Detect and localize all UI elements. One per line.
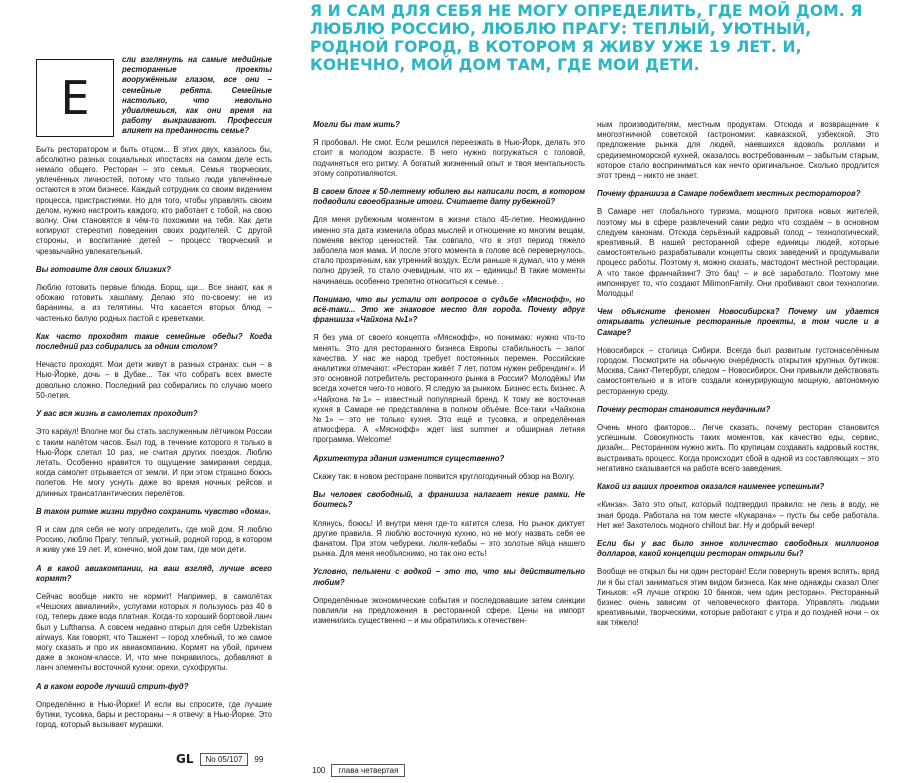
column-2	[313, 120, 585, 634]
answer: Это караул! Вполне мог бы стать заслуженным лётчиком России с таким налётом часов. Был год, в течение которого я только в Нью-Йорк слетал 10 раз, не считая других поездок. Люблю летать. Особенно нравится то ощущение замирания сердца, когда самолет отрывается от земли. И при этом страшно боюсь полетов. Не могу уснуть даже во время ночных рейсов и длинных трансатлантических перелётов.	[36, 427, 272, 498]
footer-left	[176, 752, 263, 766]
question: Вы готовите для своих близких?	[36, 264, 172, 274]
page-number-right: 100	[312, 766, 326, 775]
answer: Скажу так: в новом ресторане появится круглогодичный обзор на Волгу.	[313, 471, 575, 481]
column-1-text	[36, 55, 272, 730]
question: А в какой авиакомпании, на ваш взгляд, лучше всего кормят?	[36, 563, 272, 583]
answer: Быть ресторатором и быть отцом... В этих двух, казалось бы, абсолютно разных социальных ипостасях на самом деле есть немало общего. Ресторан – это семья. Семья творческих, увлечённых личностей, потому что только люди увлечённые остаются в этом бизнесе. Каждый сотрудник со своим видением процесса, пристрастиями. Но для того, чтобы управлять своим делом, нужно настроить каждого, кто работает с тобой, на свою волну. Они становятся в чём-то похожими на тебя. Как дети копируют стереотип поведения своих родителей. С другой стороны, и воспитание детей – процесс творческий и чрезвычайно увлекательный.	[36, 144, 272, 256]
question: Какой из ваших проектов оказался наименее успешным?	[597, 482, 825, 492]
question: Понимаю, что вы устали от вопросов о судьбе «Мяснофф», но всё-таки... Это же знаковое место для города. Почему вдруг франшиза «Чайхона №1»?	[313, 294, 585, 325]
question: сли взглянуть на самые медийные ресторанные проекты вооружённым глазом, все они – семейные ребята. Семейные настолько, что невольно удивляешься, как они время на работу выкраивают. Профессия влияет на преданность семье?	[122, 55, 272, 136]
answer: В Самаре нет глобального туризма, мощного притока новых жителей, поэтому мы в сфере развлечений сами редко что создаём – в основном следуем канонам. Отсюда серьёзный кадровый голод – технологический, креативный. В нашей ресторанной сфере единицы людей, которые самостоятельно разрабатывали концепты своих заведений и продумывали процесс работы. Поэтому я, можно сказать, мастодонт местной ресторации. А что такое франчайзинг? Это бац! – и всё заработало. Поэтому мне импонирует то, что создают MilimonFamily. Они пробивают свои технологии. Молодцы!	[597, 207, 879, 299]
question: В таком ритме жизни трудно сохранить чувство «дома».	[36, 506, 271, 516]
answer: Очень много факторов... Легче сказать, почему ресторан становится успешным. Совокупность таких моментов, как качество еды, сервис, дизайн... Ресторанном нужно жить. По крупицам создавать кадровый костяк, выстраивать процесс. Когда происходит сбой в одной из составляющих – это негативно сказывается на работе всего заведения.	[597, 423, 879, 473]
question: У вас вся жизнь в самолетах проходит?	[36, 409, 198, 419]
column-1	[36, 55, 272, 738]
answer: Клянусь, боюсь! И внутри меня где-то катится слеза. Но рынок диктует другие правила. Я люблю восточную кухню, но не могу назвать себя ее фанатом. При этом чебуреки, люля-кебабы – это золотые яйца нашего рынка. Для меня необъяснимо, но так оно есть!	[313, 518, 585, 559]
question: Если бы у вас было энное количество свободных миллионов долларов, какой концепции ресторан открыли бы?	[597, 538, 879, 559]
question: Как часто проходят такие семейные обеды? Когда последний раз собирались за одним столом?	[36, 331, 272, 352]
question: Условно, пельмени с водкой – это то, что мы действительно любим?	[313, 567, 585, 587]
column-3	[597, 120, 879, 637]
question: Вы человек свободный, а франшиза налагает некие рамки. Не боитесь?	[313, 490, 585, 510]
question: Почему франшиза в Самаре побеждает местных рестораторов?	[597, 189, 861, 199]
chapter-label: глава четвертая	[331, 764, 405, 777]
answer: Люблю готовить первые блюда. Борщ, щи... Все знают, как я обожаю готовить хашламу. Делаю это по-своему: не из баранины, а из телятины. Что касается вторых блюд – частенько балую родных пастой с креветками.	[36, 283, 272, 323]
question: А в каком городе лучший стрит-фуд?	[36, 681, 189, 691]
answer: Сейчас вообще никто не кормит! Например, в самолётах «Чешских авиалиний», услугами которых я пользуюсь раз 40 в год, теперь даже вода платная. Когда-то хороший бортовой ланч был у Lufthansa. А совсем недавно открыл для себя Uzbekistan airways. Как говорят, что Ташкент – город хлебный, то же самое могу сказать и про их авиакомпанию. Кормят на убой, причем даже в эконом-классе. И, что мне понравилось, добавляют в ланч элементы восточной кухни: орехи, сухофрукты.	[36, 591, 272, 673]
question: Чем объясните феномен Новосибирска? Почему им удается открывать успешные ресторанные проекты, в том числе и в Самаре?	[597, 307, 879, 337]
magazine-logo: GL	[176, 752, 194, 766]
answer: Определённые экономические события и последовавшие затем санкции повлияли на предложения в ресторанной сфере. Цены на импорт изменились существенно – и мы обратились к отечествен-	[313, 595, 585, 626]
answer: Новосибирск – столица Сибири. Всегда был развитым густонаселённым городом. Посмотрите на обычную очерёдность открытия крупных бутиков: Москва, Санкт-Петербург, следом – Новосибирск. Они привыкли действовать самостоятельно и в итоге создали конкурирующую мощную, автономную ресторанную среду.	[597, 345, 879, 396]
question: Почему ресторан становится неудачным?	[597, 404, 771, 414]
issue-number: No 05/107	[200, 753, 249, 766]
question: Могли бы там жить?	[313, 120, 400, 129]
drop-cap: Е	[36, 59, 114, 137]
column-3-text	[597, 120, 879, 629]
answer: Я без ума от своего концепта «Мяснофф», но понимаю: нужно что-то менять. Это для ресторанного бизнеса Европы стабильность – залог качества. У нас же народ требует постоянных перемен. Российские аналитики отмечают: «Ресторан живёт 7 лет, потом нужен ребрендинг». И это основной потребитель ресторанного рынка в России? Молодёжь! Им всегда хочется чего-то нового. Я следую за рынком. Бизнес есть бизнес. А «Чайхона №1» – известный популярный бренд. К тому же восточная кухня в Самаре не представлена в полном объёме. Все-таки «Чайхона №1» – это не только кухня. Это ещё и тусовка, и определённая атмосфера. А «Мяснофф» ждет last summer и обширная летняя программа. Welcome!	[313, 333, 585, 445]
answer: Я и сам для себя не могу определить, где мой дом. Я люблю Россию, люблю Прагу: теплый, уютный, родной город, в котором я живу уже 19 лет. И, конечно, мой дом там, где мои дети.	[36, 524, 272, 555]
question: В своем блоге к 50-летнему юбилею вы написали пост, в котором подводили своеобразные итоги. Считаете дату рубежной?	[313, 187, 585, 207]
footer-right	[312, 764, 405, 777]
answer: Нечасто проходят. Мои дети живут в разных странах: сын – в Нью-Йорке, дочь – в Дубае... Так что собрать всех вместе довольно сложно. Последний раз собирались по случаю моего 50-летия.	[36, 360, 272, 400]
answer: Для меня рубежным моментом в жизни стало 45-летие. Неожиданно именно эта дата изменила образ мыслей и отношение ко многим вещам, поменяв вектор ценностей. Так совпало, что в этот период тяжело заболела моя мама. И после этого момента в голове всё перевернулось, стало прозрачным, как утренний воздух. Если раньше я думал, что у меня полно друзей, то стало очевидным, что их – единицы! В такие моменты начинаешь особенно трепетно относиться к семье. .	[313, 215, 585, 286]
page-number-left: 99	[254, 754, 264, 764]
answer: ным производителям, местным продуктам. Отсюда и возвращение к многоэтничной советской гастрономии: кавказской, узбекской. Это предложение рынка для людей, наевшихся вдоволь роллами и средиземноморской кухней, оказалось востребованным – забытым старым, которое стало восприниматься как нечто оригинальное. Сколько продлится этот тренд – никто не знает.	[597, 120, 879, 181]
question: Архитектура здания изменится существенно?	[313, 453, 505, 463]
answer: «Кинза». Зато это опыт, который подтвердил правило: не лезь в воду, не зная брода. Работала на том месте «Кукарача» – пусть бы себе работала. Нет же! Захотелось модного chillout bar. Ну и добрый вечер!	[597, 500, 879, 530]
column-2-text	[313, 120, 585, 626]
answer: Определённо в Нью-Йорке! И если вы спросите, где лучшие бутики, тусовка, бары и рестораны – я отвечу: в Нью-Йорке. Это город, который вызывает мурашки.	[36, 699, 272, 730]
answer: Я пробовал. Не смог. Если решился переезжать в Нью-Йорк, делать это стоит в молодом возрасте. В него нужно погружаться с головой, подчиняться его ритму. А богатый жизненный опыт и твоя ментальность этому сопротивляются.	[313, 138, 585, 178]
pull-quote: Я И САМ ДЛЯ СЕБЯ НЕ МОГУ ОПРЕДЕЛИТЬ, ГДЕ МОЙ ДОМ. Я ЛЮБЛЮ РОССИЮ, ЛЮБЛЮ ПРАГУ: ТЕПЛЫЙ, УЮТНЫЙ, РОДНОЙ ГОРОД, В КОТОРОМ Я ЖИВУ УЖЕ 19 ЛЕТ. И, КОНЕЧНО, МОЙ ДОМ ТАМ, ГДЕ МОИ ДЕТИ.	[310, 2, 863, 74]
answer: Вообще не открыл бы ни один ресторан! Если повернуть время вспять, вряд ли я бы стал заниматься этим видом бизнеса. Как мне однажды сказал Олег Тиньков: «Я лучше открою 10 банков, чем один ресторан». Ресторанный бизнес очень зависим от человеческого фактора. Управлять людьми креативными, творческими, которые работают с утра и до поздней ночи – ох как тяжело!	[597, 567, 879, 628]
